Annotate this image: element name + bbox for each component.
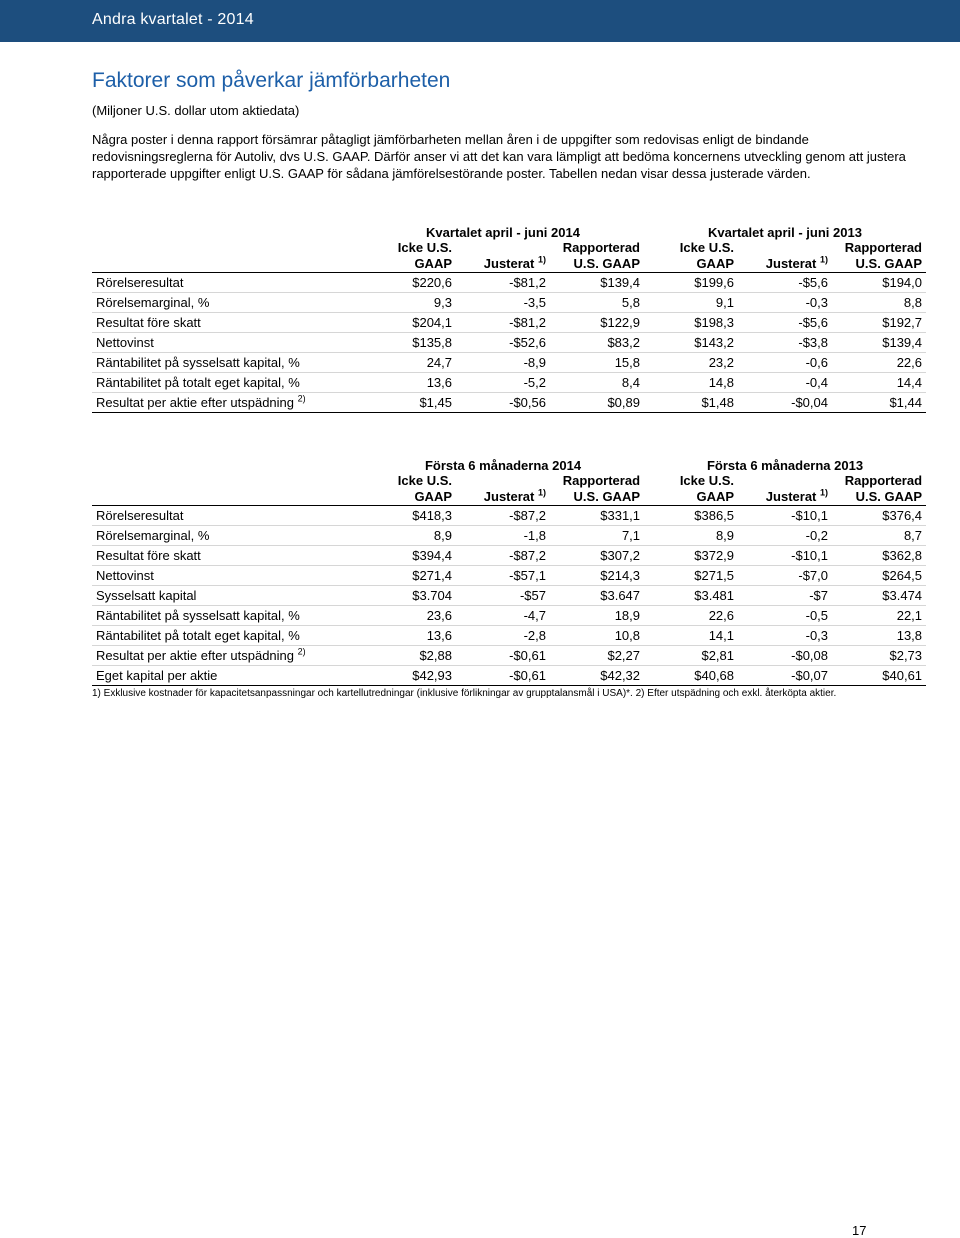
- group-header-2013: Kvartalet april - juni 2013: [708, 225, 862, 240]
- value-cell: $40,68: [644, 666, 738, 686]
- table-row: [92, 546, 926, 566]
- value-cell: -2,8: [456, 626, 550, 646]
- col-header-non-gaap: [644, 473, 738, 506]
- value-cell: -$0,56: [456, 393, 550, 413]
- row-label-text: Resultat före skatt: [96, 315, 201, 330]
- value-cell: -1,8: [456, 526, 550, 546]
- table-row: [92, 393, 926, 413]
- value-cell: -$0,61: [456, 646, 550, 666]
- value-cell: $194,0: [832, 273, 926, 293]
- value-cell: 8,7: [832, 526, 926, 546]
- col-header-line: GAAP: [696, 489, 735, 504]
- col-header-adjusted: [738, 473, 832, 506]
- value-cell: $1,44: [832, 393, 926, 413]
- value-cell: $139,4: [550, 273, 644, 293]
- value-cell: $418,3: [362, 506, 456, 526]
- col-header-reported: [550, 473, 644, 506]
- col-header-non-gaap: [362, 240, 456, 273]
- row-label-text: Räntabilitet på totalt eget kapital, %: [96, 375, 300, 390]
- value-cell: $2,81: [644, 646, 738, 666]
- value-cell: 14,4: [832, 373, 926, 393]
- value-cell: 7,1: [550, 526, 644, 546]
- value-cell: -$52,6: [456, 333, 550, 353]
- row-label-text: Eget kapital per aktie: [96, 668, 218, 683]
- col-header-adjusted: [456, 240, 550, 273]
- value-cell: $3.704: [362, 586, 456, 606]
- value-cell: 23,2: [644, 353, 738, 373]
- value-cell: $1,48: [644, 393, 738, 413]
- value-cell: -$5,6: [738, 313, 832, 333]
- value-cell: -$81,2: [456, 273, 550, 293]
- col-header-line: GAAP: [696, 256, 734, 271]
- value-cell: -0,4: [738, 373, 832, 393]
- value-cell: 22,6: [832, 353, 926, 373]
- value-cell: -$57,1: [456, 566, 550, 586]
- row-label-text: Rörelseresultat: [96, 275, 184, 290]
- value-cell: $122,9: [550, 313, 644, 333]
- value-cell: 15,8: [550, 353, 644, 373]
- value-cell: $1,45: [362, 393, 456, 413]
- row-label: [92, 666, 362, 686]
- row-label: [92, 273, 362, 293]
- row-label: [92, 606, 362, 626]
- intro-paragraph: Några poster i denna rapport försämrar påtagligt jämförbarheten mellan åren i de uppgifter som redovisas enligt de bindande redovisningsreglerna för Autoliv, dvs U.S. GAAP. Därför anser vi att det kan vara lämpligt att bedöma koncernens utveckling genom att justera rapporterade uppgifter enligt U.S. GAAP för sådana jämförelsestörande poster. Tabellen nedan visar dessa justerade värden.: [92, 132, 906, 181]
- value-cell: $362,8: [832, 546, 926, 566]
- value-cell: $3.647: [550, 586, 644, 606]
- value-cell: $199,6: [644, 273, 738, 293]
- value-cell: 18,9: [550, 606, 644, 626]
- value-cell: 8,8: [832, 293, 926, 313]
- col-header-line: Rapporterad: [844, 240, 922, 255]
- value-cell: $42,32: [550, 666, 644, 686]
- value-cell: 22,6: [644, 606, 738, 626]
- col-header-adjusted: [738, 240, 832, 273]
- value-cell: $204,1: [362, 313, 456, 333]
- row-label-text: Räntabilitet på sysselsatt kapital, %: [96, 355, 300, 370]
- value-cell: $376,4: [832, 506, 926, 526]
- value-cell: -0,6: [738, 353, 832, 373]
- value-cell: -$3,8: [738, 333, 832, 353]
- value-cell: $2,73: [832, 646, 926, 666]
- value-cell: -$0,07: [738, 666, 832, 686]
- row-label: [92, 626, 362, 646]
- col-header-line: Rapporterad: [844, 473, 923, 488]
- row-label: [92, 566, 362, 586]
- table-row: [92, 506, 926, 526]
- table-row: [92, 353, 926, 373]
- table-row: [92, 313, 926, 333]
- value-cell: -$0,04: [738, 393, 832, 413]
- row-label: [92, 313, 362, 333]
- col-header-line: Justerat: [765, 256, 817, 271]
- row-label-text: Rörelseresultat: [96, 508, 184, 523]
- row-label-text: Rörelsemarginal, %: [96, 295, 210, 310]
- row-label: [92, 333, 362, 353]
- value-cell: $139,4: [832, 333, 926, 353]
- footnote-marker: 1): [820, 487, 829, 498]
- table-row: [92, 526, 926, 546]
- value-cell: $143,2: [644, 333, 738, 353]
- value-cell: -5,2: [456, 373, 550, 393]
- col-header-reported: [832, 240, 926, 273]
- col-header-line: Justerat: [483, 489, 535, 504]
- value-cell: -$7: [738, 586, 832, 606]
- col-header-line: Justerat: [765, 489, 817, 504]
- col-header-line: Icke U.S.: [397, 240, 452, 255]
- group-header-2014: Första 6 månaderna 2014: [424, 458, 582, 473]
- value-cell: -$10,1: [738, 546, 832, 566]
- value-cell: -8,9: [456, 353, 550, 373]
- empty-header-cell: [92, 473, 362, 506]
- col-header-non-gaap: [362, 473, 456, 506]
- value-cell: $198,3: [644, 313, 738, 333]
- table-row: [92, 373, 926, 393]
- row-label: [92, 353, 362, 373]
- row-label-text: Sysselsatt kapital: [96, 588, 197, 603]
- value-cell: -3,5: [456, 293, 550, 313]
- col-header-line: Rapporterad: [562, 240, 640, 255]
- value-cell: -0,2: [738, 526, 832, 546]
- quarter-comparison-table: [92, 214, 926, 413]
- row-label: [92, 506, 362, 526]
- value-cell: 9,3: [362, 293, 456, 313]
- value-cell: $264,5: [832, 566, 926, 586]
- col-header-line: Icke U.S.: [397, 473, 452, 488]
- value-cell: $271,4: [362, 566, 456, 586]
- value-cell: $192,7: [832, 313, 926, 333]
- value-cell: 8,9: [644, 526, 738, 546]
- page-title: Faktorer som påverkar jämförbarheten: [92, 69, 451, 92]
- value-cell: 13,8: [832, 626, 926, 646]
- value-cell: -$81,2: [456, 313, 550, 333]
- value-cell: $40,61: [832, 666, 926, 686]
- table-row: [92, 666, 926, 686]
- row-label: [92, 646, 362, 666]
- row-label-text: Räntabilitet på totalt eget kapital, %: [96, 628, 300, 643]
- table-row: [92, 626, 926, 646]
- value-cell: $3.474: [832, 586, 926, 606]
- row-label: [92, 293, 362, 313]
- value-cell: 24,7: [362, 353, 456, 373]
- value-cell: 14,8: [644, 373, 738, 393]
- row-label: [92, 526, 362, 546]
- col-header-reported: [832, 473, 926, 506]
- value-cell: 5,8: [550, 293, 644, 313]
- col-header-non-gaap: [644, 240, 738, 273]
- empty-header-cell: [92, 240, 362, 273]
- col-header-line: U.S. GAAP: [573, 489, 641, 504]
- value-cell: $2,27: [550, 646, 644, 666]
- table-row: [92, 566, 926, 586]
- value-cell: 22,1: [832, 606, 926, 626]
- row-label: [92, 586, 362, 606]
- value-cell: $271,5: [644, 566, 738, 586]
- value-cell: $214,3: [550, 566, 644, 586]
- table-row: [92, 293, 926, 313]
- value-cell: -0,3: [738, 626, 832, 646]
- row-label-text: Nettovinst: [96, 335, 154, 350]
- page-subtitle: (Miljoner U.S. dollar utom aktiedata): [92, 103, 300, 118]
- value-cell: 8,4: [550, 373, 644, 393]
- footnote-marker: 1): [537, 487, 546, 498]
- value-cell: -$0,08: [738, 646, 832, 666]
- row-label-text: Resultat före skatt: [96, 548, 201, 563]
- value-cell: -0,3: [738, 293, 832, 313]
- value-cell: 14,1: [644, 626, 738, 646]
- table-row: [92, 273, 926, 293]
- value-cell: -$10,1: [738, 506, 832, 526]
- footnote: 1) Exklusive kostnader för kapacitetsanpassningar och kartellutredningar (inklusive förlikningar av grupptalansmål i USA)*. 2) Efter utspädning och exkl. återköpta aktier.: [92, 688, 837, 699]
- value-cell: -$87,2: [456, 546, 550, 566]
- value-cell: -0,5: [738, 606, 832, 626]
- value-cell: 23,6: [362, 606, 456, 626]
- col-header-line: U.S. GAAP: [855, 489, 923, 504]
- footnote-marker: 1): [819, 254, 828, 265]
- row-label-text: Rörelsemarginal, %: [96, 528, 210, 543]
- col-header-reported: [550, 240, 644, 273]
- table-row: [92, 586, 926, 606]
- page-number: 17: [852, 1223, 867, 1238]
- row-label: [92, 393, 362, 413]
- value-cell: 10,8: [550, 626, 644, 646]
- col-header-line: Rapporterad: [562, 473, 641, 488]
- row-label-text: Resultat per aktie efter utspädning: [96, 395, 295, 410]
- col-header-line: U.S. GAAP: [573, 256, 640, 271]
- value-cell: 13,6: [362, 373, 456, 393]
- col-header-line: GAAP: [414, 489, 452, 504]
- value-cell: -$57: [456, 586, 550, 606]
- half-year-comparison-table: [92, 447, 926, 686]
- value-cell: 13,6: [362, 626, 456, 646]
- value-cell: -$7,0: [738, 566, 832, 586]
- empty-header-cell: [92, 214, 362, 240]
- value-cell: -4,7: [456, 606, 550, 626]
- value-cell: -$87,2: [456, 506, 550, 526]
- value-cell: $372,9: [644, 546, 738, 566]
- col-header-line: Justerat: [483, 256, 535, 271]
- footnote-marker: 2): [297, 393, 306, 404]
- header-bar: [0, 0, 960, 42]
- col-header-line: Icke U.S.: [679, 240, 734, 255]
- table-row: [92, 646, 926, 666]
- value-cell: $42,93: [362, 666, 456, 686]
- value-cell: -$5,6: [738, 273, 832, 293]
- footnote-marker: 2): [297, 646, 306, 657]
- value-cell: 8,9: [362, 526, 456, 546]
- value-cell: $135,8: [362, 333, 456, 353]
- group-header-2014: Kvartalet april - juni 2014: [426, 225, 580, 240]
- col-header-line: GAAP: [414, 256, 452, 271]
- value-cell: $394,4: [362, 546, 456, 566]
- row-label: [92, 373, 362, 393]
- value-cell: $386,5: [644, 506, 738, 526]
- footnote-marker: 1): [537, 254, 546, 265]
- col-header-line: U.S. GAAP: [855, 256, 922, 271]
- col-header-line: Icke U.S.: [679, 473, 735, 488]
- row-label-text: Räntabilitet på sysselsatt kapital, %: [96, 608, 300, 623]
- col-header-adjusted: [456, 473, 550, 506]
- row-label: [92, 546, 362, 566]
- empty-header-cell: [92, 447, 362, 473]
- header-text: Andra kvartalet - 2014: [92, 11, 254, 28]
- value-cell: $220,6: [362, 273, 456, 293]
- row-label-text: Nettovinst: [96, 568, 154, 583]
- value-cell: -$0,61: [456, 666, 550, 686]
- row-label-text: Resultat per aktie efter utspädning: [96, 648, 295, 663]
- value-cell: $0,89: [550, 393, 644, 413]
- group-header-2013: Första 6 månaderna 2013: [706, 458, 864, 473]
- value-cell: $331,1: [550, 506, 644, 526]
- value-cell: $2,88: [362, 646, 456, 666]
- value-cell: $83,2: [550, 333, 644, 353]
- table-row: [92, 333, 926, 353]
- value-cell: $307,2: [550, 546, 644, 566]
- value-cell: $3.481: [644, 586, 738, 606]
- value-cell: 9,1: [644, 293, 738, 313]
- table-row: [92, 606, 926, 626]
